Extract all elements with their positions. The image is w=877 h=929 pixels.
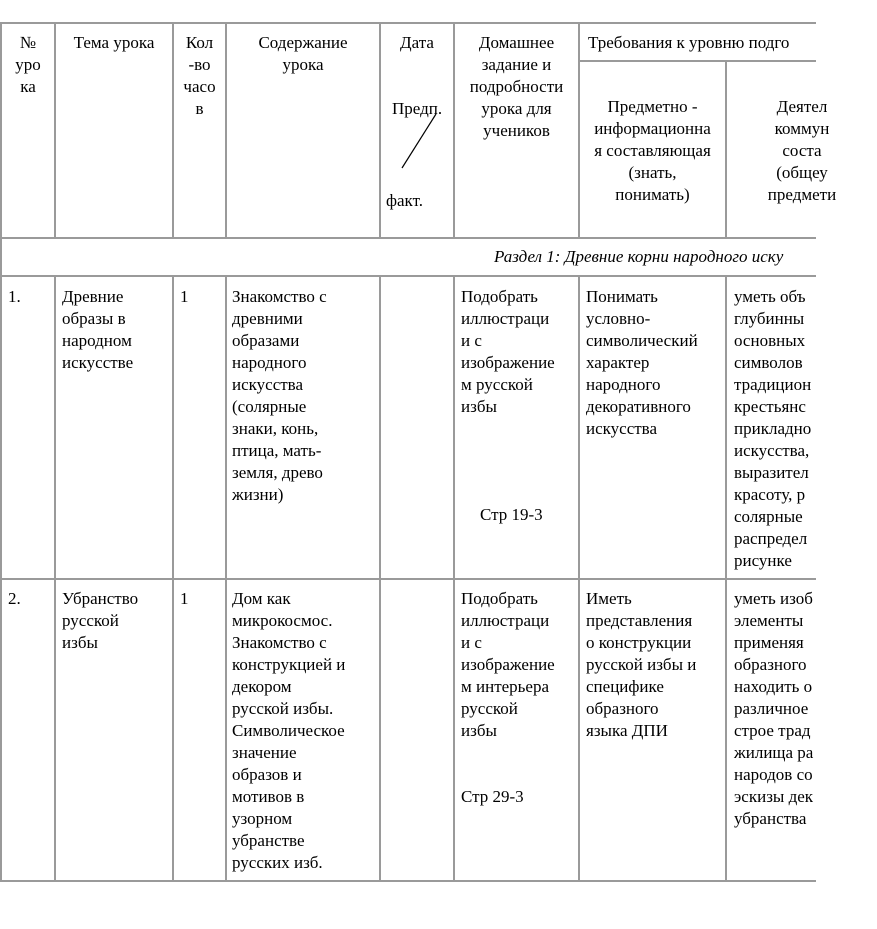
row-lesson-content: Дом как микрокосмос. Знакомство с конструкцией и декором русской избы. Символическое значение образов и мотивов в узорном убранстве русских изб. — [232, 589, 346, 872]
header-date: Дата — [400, 33, 434, 52]
section-bottom-border — [0, 275, 816, 277]
col-border — [54, 275, 56, 882]
row-req-activity: уметь объ глубинны основных символов традицион крестьянс прикладно искусства, выразител красоту, р солярные распредел рисунке — [734, 287, 812, 570]
col-border — [172, 275, 174, 882]
row-homework-page: Стр 29-3 — [461, 787, 524, 806]
row2-bottom-border — [0, 880, 816, 882]
row-req-subject: Иметь представления о конструкции русской избы и специфике образного языка ДПИ — [586, 589, 697, 740]
date-diagonal-divider — [398, 112, 438, 172]
col-border — [453, 275, 455, 882]
header-requirements: Требования к уровню подго — [588, 33, 790, 52]
req-subheader-divider — [578, 60, 816, 62]
header-bottom-border — [0, 237, 816, 239]
row-hours-count: 1 — [180, 589, 189, 608]
col-border — [379, 275, 381, 882]
row-lesson-topic: Убранство русской избы — [62, 589, 139, 652]
header-date-planned: Предп. — [392, 99, 443, 118]
header-hours-count: Кол -во часо в — [183, 33, 216, 118]
header-homework: Домашнее задание и подробности урока для учеников — [469, 33, 564, 140]
row-lesson-number: 2. — [8, 589, 21, 608]
row-lesson-topic: Древние образы в народном искусстве — [62, 287, 134, 372]
row1-bottom-border — [0, 578, 816, 580]
col-border — [725, 275, 727, 882]
col-border — [578, 275, 580, 882]
col-border — [379, 22, 381, 239]
col-border — [0, 275, 2, 882]
header-date-fact: факт. — [386, 191, 423, 210]
row-lesson-number: 1. — [8, 287, 21, 306]
row-req-subject: Понимать условно- символический характер народного декоративного искусства — [586, 287, 698, 438]
header-req-subject: Предметно - информационна я составляющая (знать, понимать) — [594, 97, 711, 204]
table-border-top — [0, 22, 816, 24]
header-lesson-content: Содержание урока — [258, 33, 348, 74]
header-lesson-topic: Тема урока — [73, 33, 155, 52]
header-req-activity: Деятел коммун соста (общеу предмети — [767, 97, 837, 204]
row-homework-page: Стр 19-3 — [480, 505, 543, 524]
col-border — [0, 237, 2, 277]
col-border — [54, 22, 56, 239]
row-req-activity: уметь изоб элементы применяя образного находить о различное строе трад жилища ра народов со эскизы дек убранства — [734, 589, 814, 828]
row-homework: Подобрать иллюстраци и с изображение м русской избы — [461, 287, 555, 416]
col-border — [225, 275, 227, 882]
row-lesson-content: Знакомство с древними образами народного искусства (солярные знаки, конь, птица, мать- земля, древо жизни) — [232, 287, 327, 504]
row-homework: Подобрать иллюстраци и с изображение м интерьера русской избы — [461, 589, 555, 740]
section-title: Раздел 1: Древние корни народного иску — [494, 247, 784, 266]
row-hours-count: 1 — [180, 287, 189, 306]
header-lesson-number: № уро ка — [15, 33, 41, 96]
